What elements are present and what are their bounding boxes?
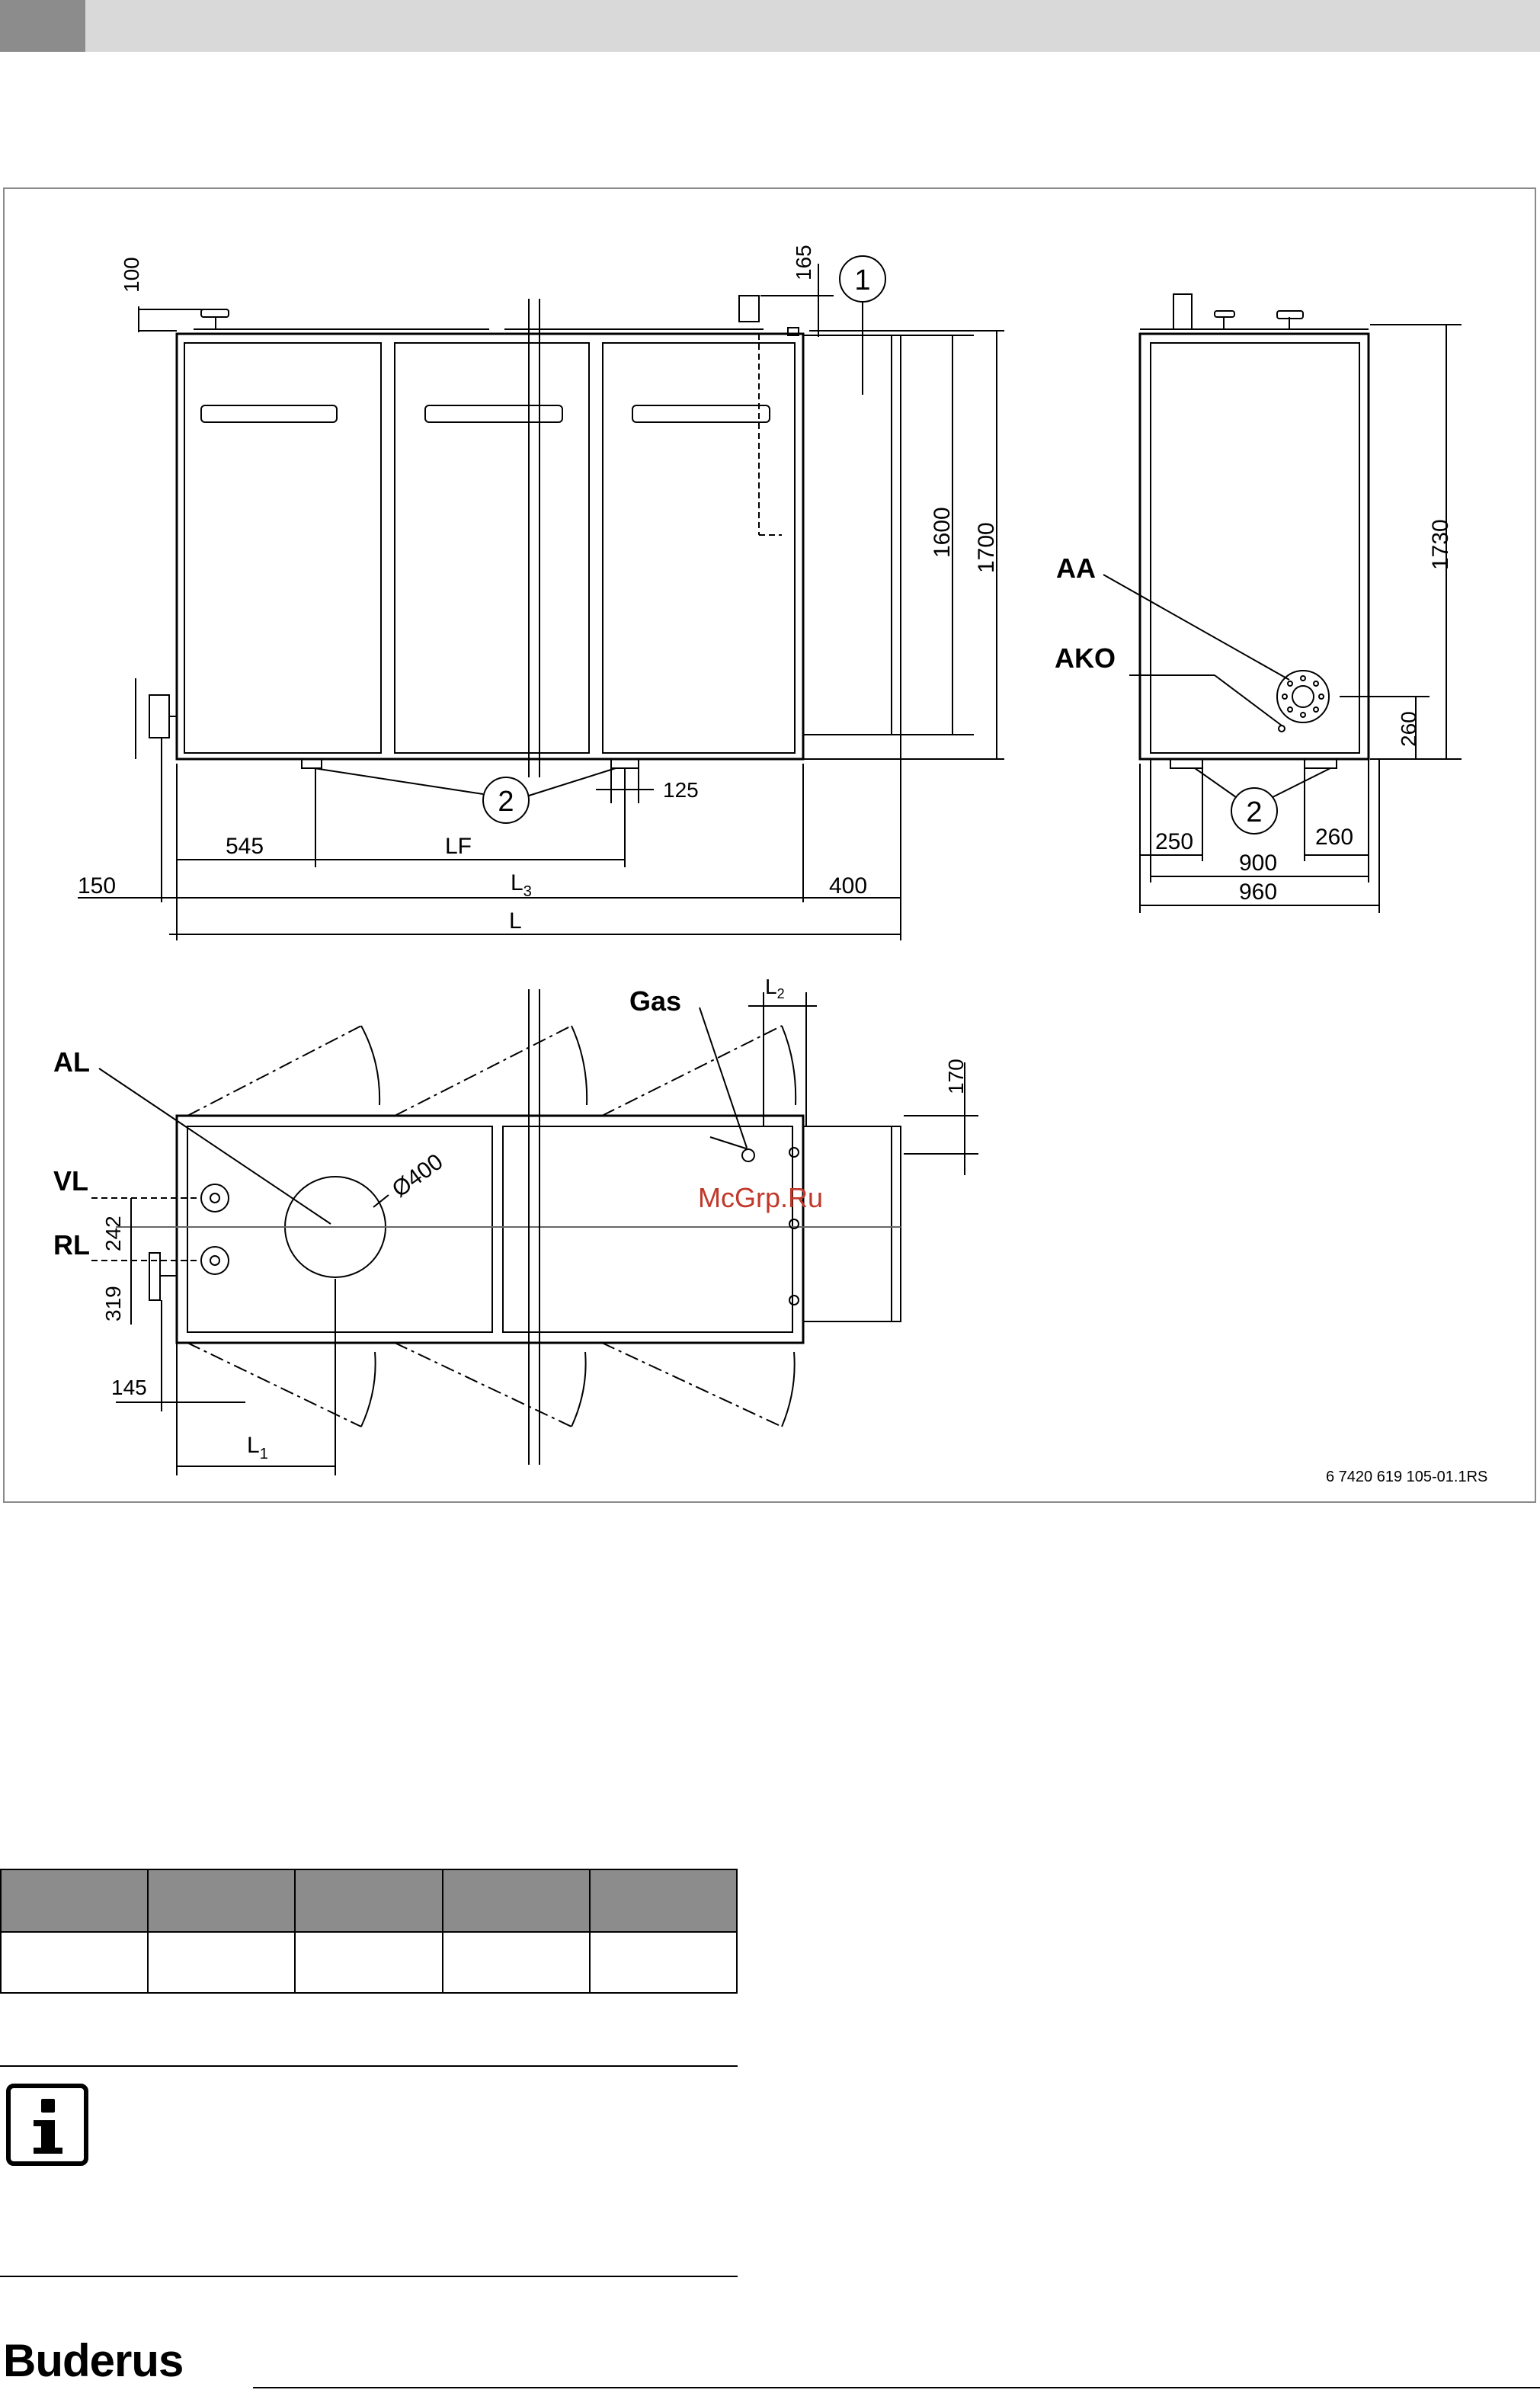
svg-text:McGrp.Ru: McGrp.Ru: [698, 1182, 824, 1213]
svg-text:145: 145: [111, 1376, 147, 1399]
svg-text:Gas: Gas: [629, 985, 682, 1017]
svg-text:150: 150: [78, 873, 117, 899]
svg-text:165: 165: [792, 245, 815, 280]
table-cell: [443, 1932, 590, 1993]
front-dimensions: [78, 245, 1004, 940]
svg-text:400: 400: [829, 873, 868, 899]
drawing-svg: [2, 2, 1540, 2393]
top-labels: [53, 985, 1487, 1485]
table-cell: [295, 1932, 442, 1993]
table-header-cell: [1, 1869, 148, 1932]
svg-text:AA: AA: [1056, 553, 1096, 584]
table-header-row: [1, 1869, 737, 1932]
svg-text:242: 242: [101, 1216, 125, 1251]
table-cell: [590, 1932, 737, 1993]
table-header-cell: [295, 1869, 442, 1932]
svg-text:100: 100: [120, 257, 143, 293]
svg-text:LF: LF: [445, 834, 472, 859]
table-header-cell: [443, 1869, 590, 1932]
svg-text:900: 900: [1239, 851, 1278, 876]
svg-text:1700: 1700: [974, 522, 999, 573]
front-view: [136, 296, 901, 777]
svg-text:170: 170: [944, 1059, 968, 1094]
brand-logo: Buderus: [3, 2335, 184, 2386]
svg-text:Ø400: Ø400: [387, 1148, 448, 1203]
svg-text:319: 319: [101, 1286, 125, 1321]
table-cell: [1, 1932, 148, 1993]
table-header-cell: [590, 1869, 737, 1932]
svg-text:AL: AL: [53, 1046, 90, 1078]
note-top-rule: [0, 2065, 738, 2067]
table-row: [1, 1932, 737, 1993]
svg-text:260: 260: [1397, 711, 1420, 747]
svg-text:1: 1: [854, 264, 871, 296]
svg-text:L3: $L_3$: [511, 870, 532, 900]
note-bottom-rule: [0, 2276, 738, 2277]
side-labels: [1055, 553, 1330, 834]
callout-2-front: [314, 768, 616, 823]
svg-text:RL: RL: [53, 1229, 90, 1261]
table-cell: [148, 1932, 295, 1993]
svg-text:L2: $L_2$: [765, 975, 785, 1001]
svg-text:2: 2: [498, 786, 514, 818]
svg-text:AKO: AKO: [1055, 642, 1116, 674]
svg-text:L1: $L_1$: [247, 1433, 268, 1462]
svg-text:VL: VL: [53, 1165, 89, 1196]
svg-text:L: L: [509, 908, 522, 934]
svg-text:545: 545: [226, 834, 264, 859]
top-view: [116, 989, 901, 1465]
side-dimensions: [1140, 325, 1462, 913]
svg-text:1600: 1600: [930, 507, 955, 558]
callout-1: [840, 256, 885, 395]
technical-drawing: [3, 187, 1536, 1503]
table-header-cell: [148, 1869, 295, 1932]
svg-text:6 7420 619 105-01.1RS: 6 7420 619 105-01.1RS: [1326, 1469, 1488, 1485]
spec-table: [0, 1869, 738, 1994]
side-view: [1140, 294, 1369, 768]
svg-text:1730: 1730: [1428, 519, 1453, 570]
svg-text:2: 2: [1246, 796, 1263, 828]
svg-text:250: 250: [1155, 829, 1194, 854]
footer-rule: [253, 2387, 1540, 2388]
svg-text:125: 125: [663, 778, 699, 802]
svg-text:960: 960: [1239, 879, 1278, 905]
svg-text:260: 260: [1315, 825, 1354, 850]
info-icon: [6, 2084, 88, 2166]
